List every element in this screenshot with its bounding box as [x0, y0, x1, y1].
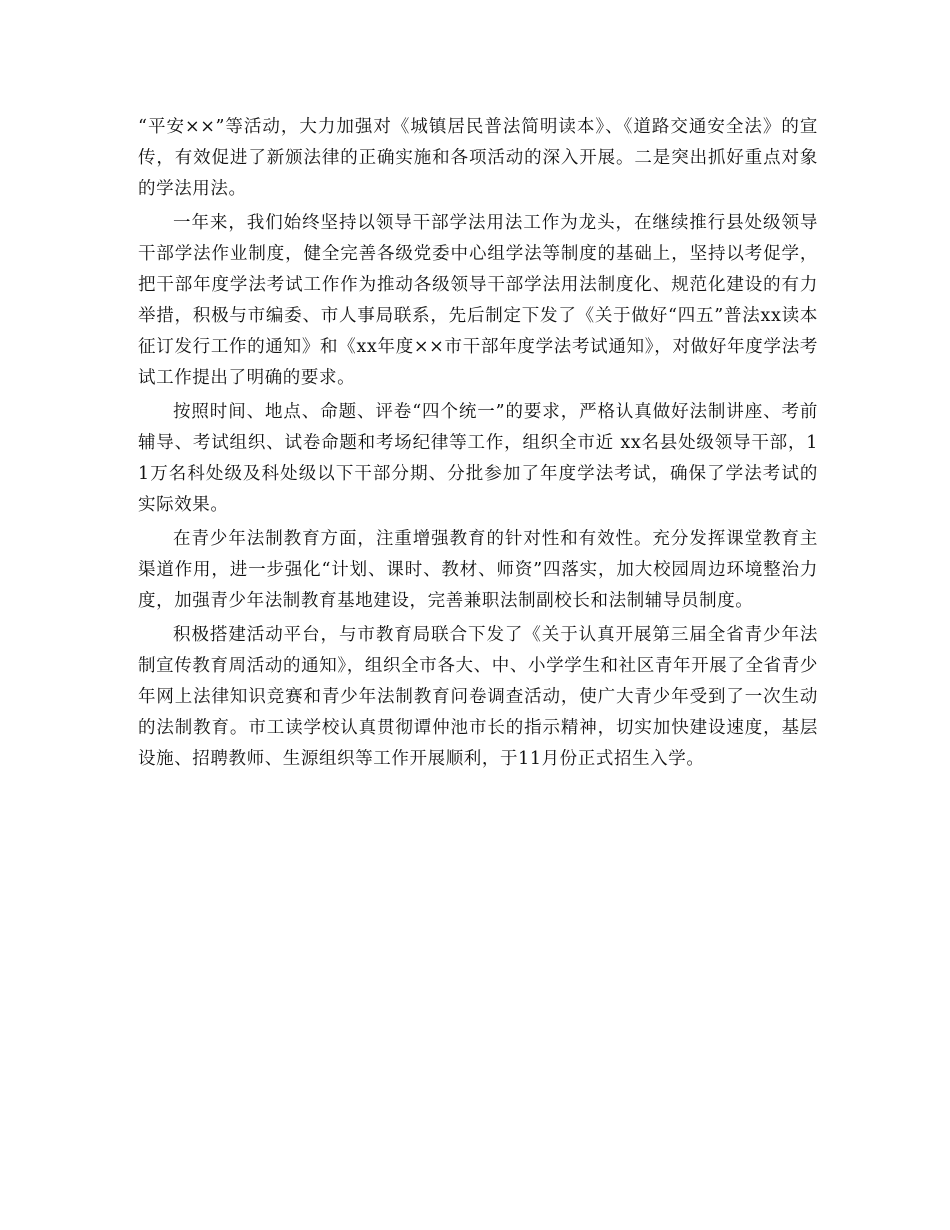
paragraph-youth-education: 在青少年法制教育方面，注重增强教育的针对性和有效性。充分发挥课堂教育主渠道作用，进一步强化“计划、课时、教材、师资”四落实，加大校园周边环境整治力度，加强青少年法制教育基地建设，完善兼职法制副校长和法制辅导员制度。	[138, 529, 818, 611]
paragraph-activity-platform: 积极搭建活动平台，与市教育局联合下发了《关于认真开展第三届全省青少年法制宣传教育周活动的通知》，组织全市各大、中、小学学生和社区青年开展了全省青少年网上法律知识竞赛和青少年法制教育问卷调查活动，使广大青少年受到了一次生动的法制教育。市工读学校认真贯彻谭仲池市长的指示精神，切实加快建设速度，基层设施、招聘教师、生源组织等工作开展顺利，于11月份正式招生入学。	[138, 625, 818, 769]
paragraph-continuation: “平安××”等活动，大力加强对《城镇居民普法简明读本》、《道路交通安全法》的宣传，有效促进了新颁法律的正确实施和各项活动的深入开展。二是突出抓好重点对象的学法用法。	[138, 117, 818, 199]
document-body	[138, 112, 818, 778]
paragraph-exam-organization: 按照时间、地点、命题、评卷“四个统一”的要求，严格认真做好法制讲座、考前辅导、考试组织、试卷命题和考场纪律等工作，组织全市近 xx名县处级领导干部，11万名科处级及科处级以下干部分期、分批参加了年度学法考试，确保了学法考试的实际效果。	[138, 402, 818, 515]
paragraph-leading-cadres: 一年来，我们始终坚持以领导干部学法用法工作为龙头，在继续推行县处级领导干部学法作业制度，健全完善各级党委中心组学法等制度的基础上，坚持以考促学，把干部年度学法考试工作作为推动各级领导干部学法用法制度化、规范化建设的有力举措，积极与市编委、市人事局联系，先后制定下发了《关于做好“四五”普法xx读本征订发行工作的通知》和《xx年度××市干部年度学法考试通知》，对做好年度学法考试工作提出了明确的要求。	[138, 213, 818, 388]
